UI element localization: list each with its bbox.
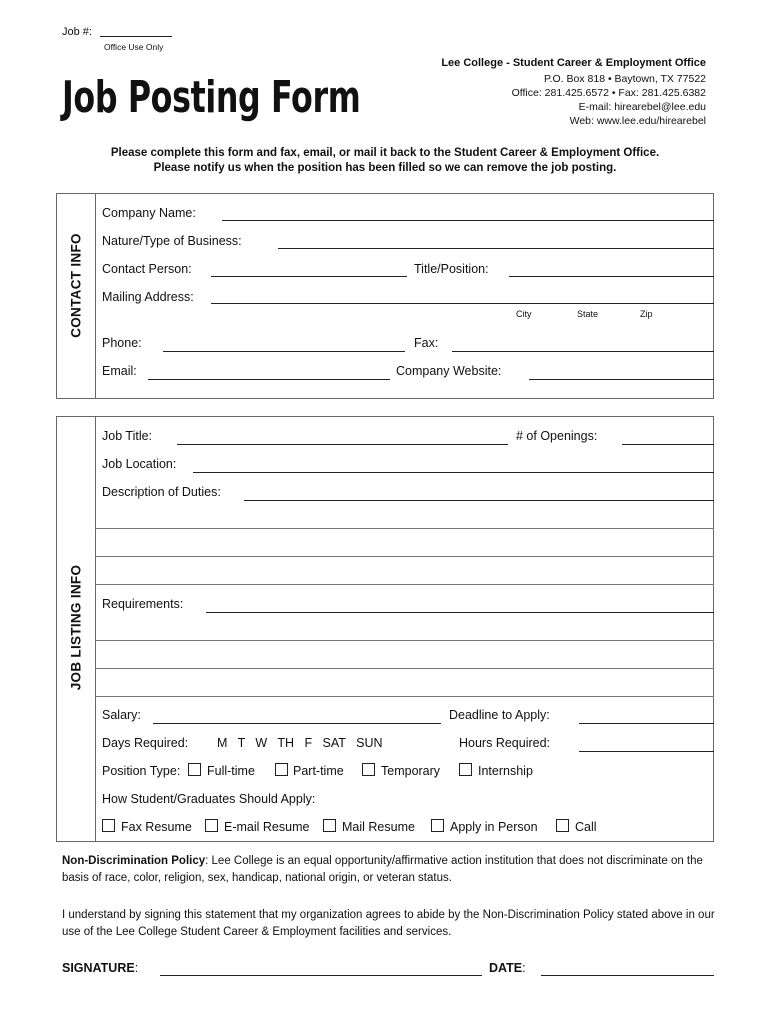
internship-label: Internship [478, 764, 533, 778]
how-to-apply-label: How Student/Graduates Should Apply: [102, 792, 316, 806]
days-required-label: Days Required: [102, 736, 189, 750]
title-position-label: Title/Position: [414, 262, 489, 276]
hours-required-field[interactable] [579, 751, 714, 752]
temporary-label: Temporary [381, 764, 441, 778]
org-name: Lee College - Student Career & Employment Office [441, 57, 706, 69]
internship-checkbox[interactable] [459, 763, 472, 776]
date-label: DATE [489, 961, 523, 975]
openings-label: # of Openings: [516, 429, 598, 443]
job-title-label: Job Title: [102, 429, 153, 443]
office-use-note: Office Use Only [104, 42, 164, 52]
duties-line-2[interactable] [95, 528, 714, 529]
mailing-address-field[interactable] [211, 303, 714, 304]
contact-info-label: CONTACT INFO [68, 233, 84, 338]
policy-text: : Lee College is an equal opportunity/affirmative action institution that does not discriminate on the basis of race, color, religion, sex, handicap, national origin, or veteran status. [62, 855, 703, 884]
email-field[interactable] [148, 379, 390, 380]
fax-resume-checkbox[interactable] [102, 819, 115, 832]
signature-field[interactable] [160, 975, 482, 976]
requirements-field[interactable] [206, 612, 714, 613]
date-colon: : [522, 961, 526, 975]
date-label-wrap [489, 961, 526, 975]
openings-field[interactable] [622, 444, 714, 445]
fax-field[interactable] [452, 351, 714, 352]
contact-person-field[interactable] [211, 276, 407, 277]
email-resume-label: E-mail Resume [224, 820, 310, 834]
duties-label: Description of Duties: [102, 485, 221, 499]
signature-colon: : [134, 961, 139, 975]
job-listing-info-label: JOB LISTING INFO [68, 564, 84, 691]
hours-required-label: Hours Required: [459, 736, 551, 750]
company-name-label: Company Name: [102, 206, 196, 220]
state-caption: State [577, 309, 599, 319]
mailing-address-label: Mailing Address: [102, 290, 194, 304]
part-time-label: Part-time [293, 764, 344, 778]
non-discrimination-policy [62, 853, 722, 887]
salary-label: Salary: [102, 708, 141, 722]
days-options[interactable]: M T W TH F SAT SUN [217, 736, 383, 750]
email-resume-checkbox[interactable] [205, 819, 218, 832]
job-number-label: Job #: [62, 26, 92, 38]
agreement-statement: I understand by signing this statement that my organization agrees to abide by the Non-Discrimination Policy stated above in our use of the Lee College Student Career & Employment facilities and services. [62, 909, 715, 938]
date-field[interactable] [541, 975, 714, 976]
nature-of-business-field[interactable] [278, 248, 714, 249]
temporary-checkbox[interactable] [362, 763, 375, 776]
deadline-field[interactable] [579, 723, 714, 724]
instruction-line-2: Please notify us when the position has been filled so we can remove the job posting. [153, 162, 617, 174]
fax-label: Fax: [414, 336, 439, 350]
apply-in-person-label: Apply in Person [450, 820, 538, 834]
contact-section-divider [95, 193, 96, 399]
org-web: Web: www.lee.edu/hirearebel [569, 115, 706, 127]
duties-line-3[interactable] [95, 556, 714, 557]
fax-resume-label: Fax Resume [121, 820, 192, 834]
job-location-field[interactable] [193, 472, 714, 473]
full-time-checkbox[interactable] [188, 763, 201, 776]
signature-label-wrap [62, 961, 138, 975]
requirements-line-2[interactable] [95, 640, 714, 641]
job-location-label: Job Location: [102, 457, 177, 471]
job-listing-section [56, 416, 714, 842]
mail-resume-checkbox[interactable] [323, 819, 336, 832]
deadline-label: Deadline to Apply: [449, 708, 550, 722]
city-caption: City [516, 309, 532, 319]
mail-resume-label: Mail Resume [342, 820, 415, 834]
call-checkbox[interactable] [556, 819, 569, 832]
position-type-label: Position Type: [102, 764, 181, 778]
org-phone-fax: Office: 281.425.6572 • Fax: 281.425.6382 [511, 87, 706, 99]
job-section-divider [95, 416, 96, 842]
zip-caption: Zip [640, 309, 653, 319]
company-name-field[interactable] [222, 220, 714, 221]
company-website-label: Company Website: [396, 364, 502, 378]
title-position-field[interactable] [509, 276, 714, 277]
instruction-line-1: Please complete this form and fax, email, or mail it back to the Student Career & Employment Office. [110, 147, 660, 159]
duties-line-4[interactable] [95, 584, 714, 585]
page-title: Job Posting Form [62, 72, 361, 123]
requirements-label: Requirements: [102, 597, 184, 611]
call-label: Call [575, 820, 597, 834]
policy-heading: Non-Discrimination Policy [62, 855, 206, 867]
phone-label: Phone: [102, 336, 142, 350]
job-number-field[interactable] [100, 36, 172, 37]
duties-field[interactable] [244, 500, 714, 501]
company-website-field[interactable] [529, 379, 714, 380]
nature-of-business-label: Nature/Type of Business: [102, 234, 242, 248]
org-address: P.O. Box 818 • Baytown, TX 77522 [543, 73, 706, 85]
email-label: Email: [102, 364, 137, 378]
apply-in-person-checkbox[interactable] [431, 819, 444, 832]
salary-field[interactable] [153, 723, 441, 724]
job-title-field[interactable] [177, 444, 508, 445]
full-time-label: Full-time [207, 764, 255, 778]
requirements-line-4[interactable] [95, 696, 714, 697]
contact-person-label: Contact Person: [102, 262, 192, 276]
phone-field[interactable] [163, 351, 405, 352]
org-email: E-mail: hirearebel@lee.edu [578, 101, 706, 113]
requirements-line-3[interactable] [95, 668, 714, 669]
signature-label: SIGNATURE [62, 961, 135, 975]
part-time-checkbox[interactable] [275, 763, 288, 776]
